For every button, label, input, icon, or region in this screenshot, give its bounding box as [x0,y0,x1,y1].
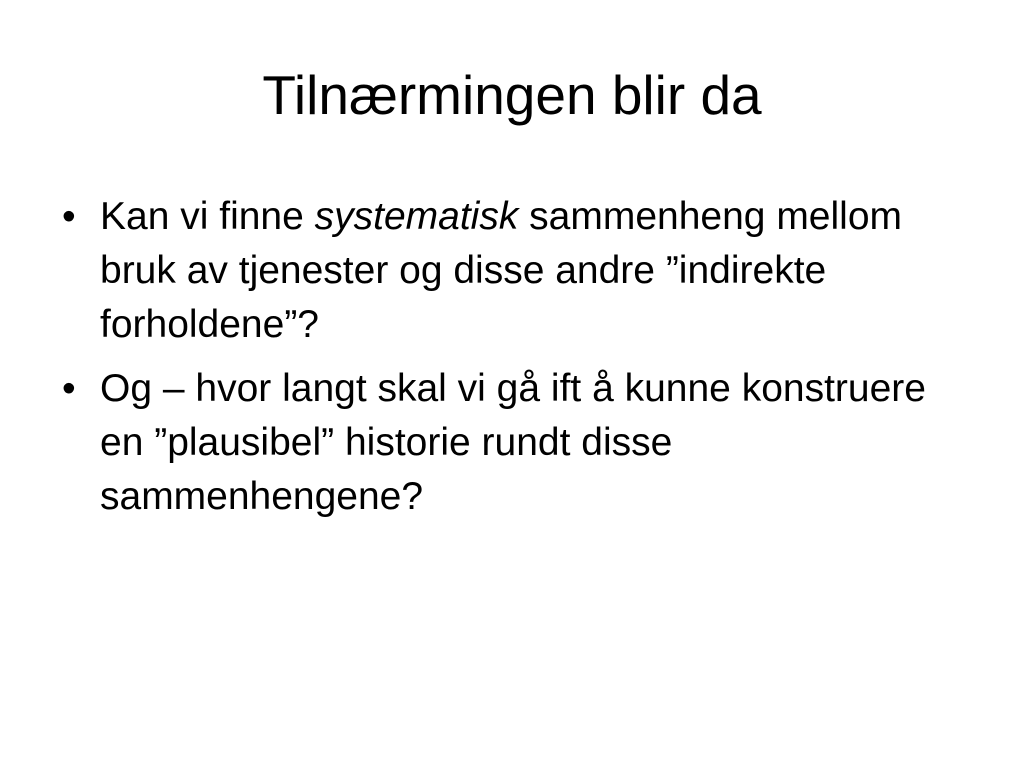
bullet-text-start: Kan vi finne [100,195,315,238]
bullet-dot-icon: • [62,195,76,238]
slide-title: Tilnærmingen blir da [262,64,762,126]
list-item [62,190,962,352]
bullet-dot-icon: • [62,367,76,410]
bullet-text: Og – hvor langt skal vi gå ift å kunne konstruere en ”plausibel” historie rundt disse sammenhengene? [100,367,926,518]
bullet-text-emphasis: systematisk [314,195,519,238]
list-item [62,362,962,524]
bullet-list [62,190,962,534]
bullet-text-end: sammenheng mellom bruk av tjenester og disse andre ”indirekte forholdene”? [100,195,903,346]
